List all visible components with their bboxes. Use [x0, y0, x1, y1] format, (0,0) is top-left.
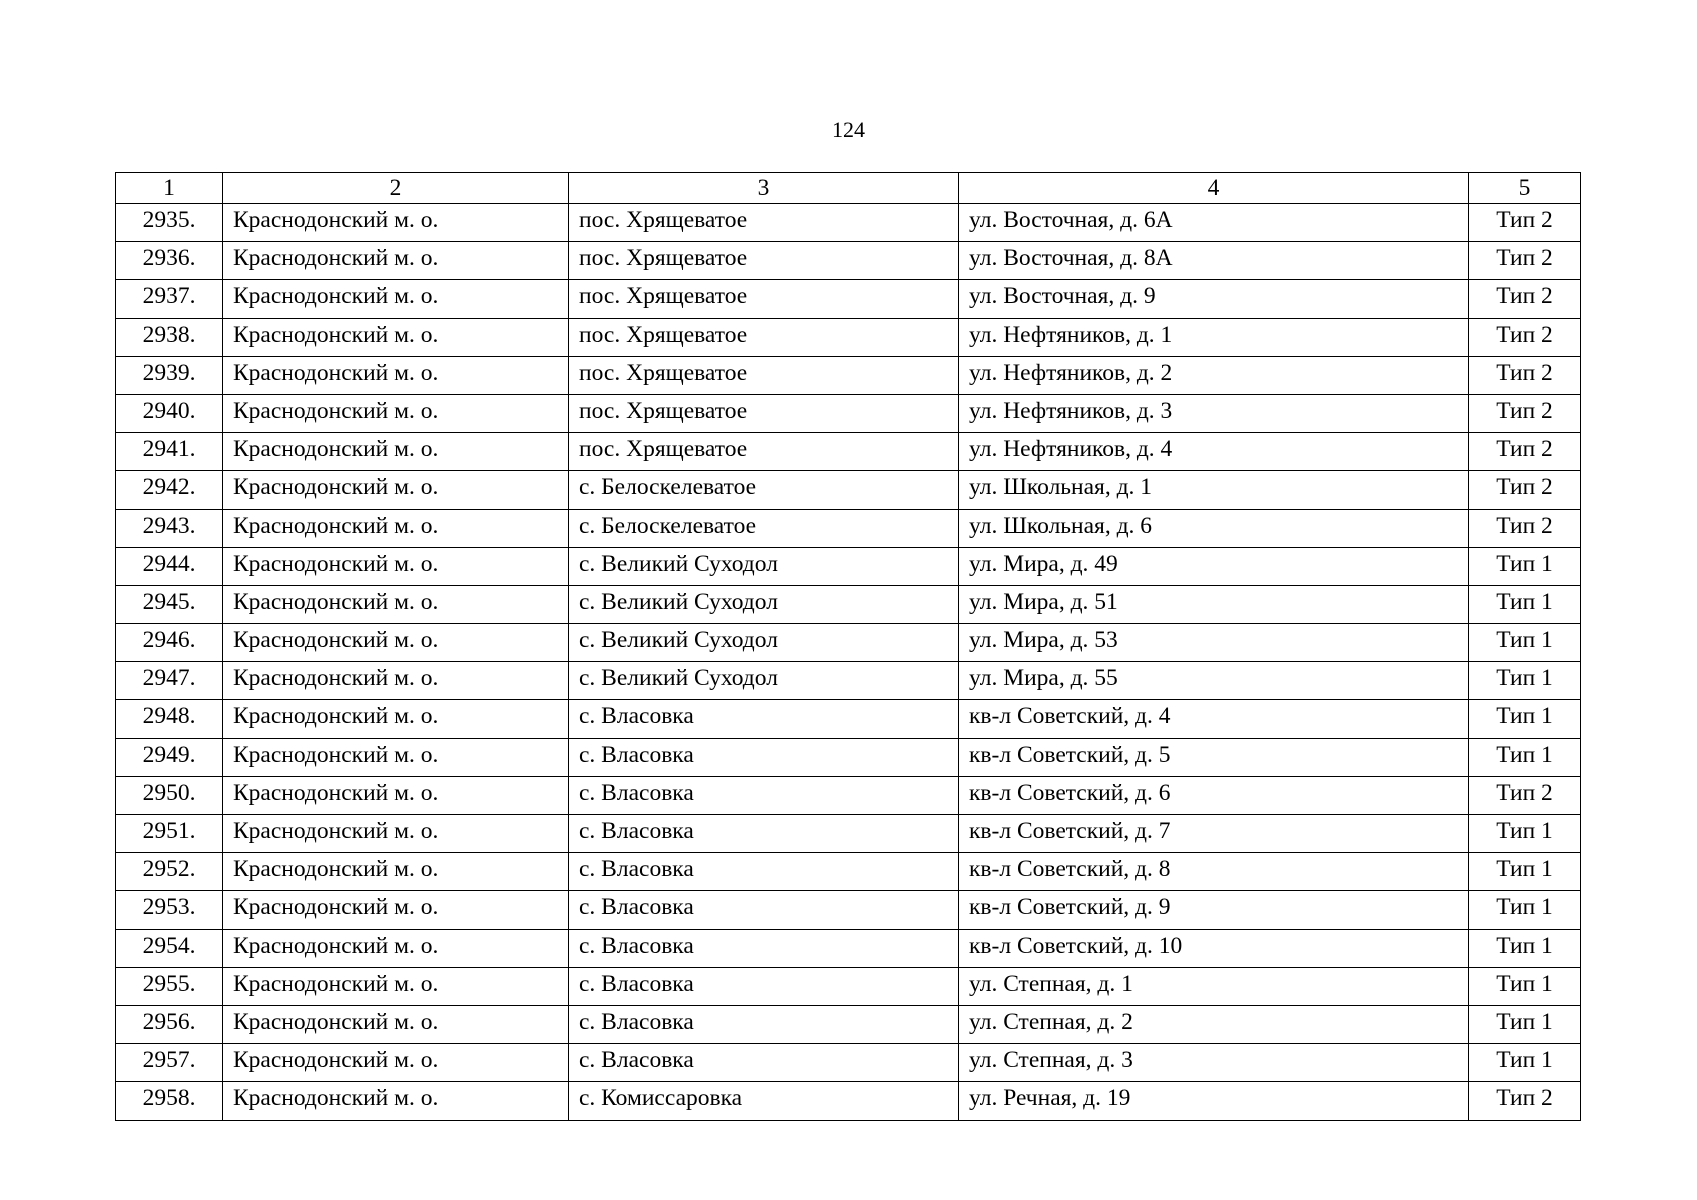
locality-cell: с. Власовка: [569, 929, 959, 967]
row-number-cell: 2938.: [116, 318, 223, 356]
type-cell: Тип 1: [1469, 624, 1581, 662]
locality-cell: пос. Хрящеватое: [569, 204, 959, 242]
type-cell: Тип 2: [1469, 242, 1581, 280]
district-cell: Краснодонский м. о.: [223, 662, 569, 700]
type-cell: Тип 1: [1469, 1005, 1581, 1043]
district-cell: Краснодонский м. о.: [223, 1082, 569, 1120]
type-cell: Тип 1: [1469, 700, 1581, 738]
district-cell: Краснодонский м. о.: [223, 394, 569, 432]
locality-cell: с. Комиссаровка: [569, 1082, 959, 1120]
address-cell: ул. Школьная, д. 1: [959, 471, 1469, 509]
address-cell: ул. Восточная, д. 6А: [959, 204, 1469, 242]
column-header-1: 1: [116, 173, 223, 204]
row-number-cell: 2953.: [116, 891, 223, 929]
address-cell: ул. Степная, д. 2: [959, 1005, 1469, 1043]
district-cell: Краснодонский м. о.: [223, 509, 569, 547]
row-number-cell: 2951.: [116, 815, 223, 853]
table-row: [116, 585, 1581, 623]
district-cell: Краснодонский м. о.: [223, 280, 569, 318]
district-cell: Краснодонский м. о.: [223, 1044, 569, 1082]
table-row: [116, 242, 1581, 280]
row-number-cell: 2940.: [116, 394, 223, 432]
address-cell: ул. Мира, д. 53: [959, 624, 1469, 662]
address-cell: ул. Школьная, д. 6: [959, 509, 1469, 547]
table-row: [116, 394, 1581, 432]
address-cell: ул. Восточная, д. 9: [959, 280, 1469, 318]
row-number-cell: 2947.: [116, 662, 223, 700]
type-cell: Тип 1: [1469, 662, 1581, 700]
document-table: [115, 172, 1581, 1121]
address-cell: кв-л Советский, д. 9: [959, 891, 1469, 929]
locality-cell: пос. Хрящеватое: [569, 318, 959, 356]
type-cell: Тип 1: [1469, 738, 1581, 776]
locality-cell: пос. Хрящеватое: [569, 242, 959, 280]
table-row: [116, 738, 1581, 776]
locality-cell: с. Власовка: [569, 1005, 959, 1043]
type-cell: Тип 1: [1469, 853, 1581, 891]
table-row: [116, 891, 1581, 929]
row-number-cell: 2952.: [116, 853, 223, 891]
row-number-cell: 2954.: [116, 929, 223, 967]
table-row: [116, 929, 1581, 967]
locality-cell: с. Белоскелеватое: [569, 509, 959, 547]
district-cell: Краснодонский м. о.: [223, 967, 569, 1005]
district-cell: Краснодонский м. о.: [223, 929, 569, 967]
district-cell: Краснодонский м. о.: [223, 700, 569, 738]
row-number-cell: 2945.: [116, 585, 223, 623]
header-row: [116, 173, 1581, 204]
district-cell: Краснодонский м. о.: [223, 356, 569, 394]
district-cell: Краснодонский м. о.: [223, 1005, 569, 1043]
locality-cell: пос. Хрящеватое: [569, 356, 959, 394]
address-cell: ул. Степная, д. 3: [959, 1044, 1469, 1082]
row-number-cell: 2957.: [116, 1044, 223, 1082]
row-number-cell: 2936.: [116, 242, 223, 280]
table-body: [116, 204, 1581, 1121]
district-cell: Краснодонский м. о.: [223, 204, 569, 242]
locality-cell: с. Власовка: [569, 891, 959, 929]
table-row: [116, 776, 1581, 814]
table-row: [116, 509, 1581, 547]
address-cell: ул. Мира, д. 55: [959, 662, 1469, 700]
type-cell: Тип 1: [1469, 929, 1581, 967]
table-row: [116, 356, 1581, 394]
locality-cell: с. Белоскелеватое: [569, 471, 959, 509]
locality-cell: с. Великий Суходол: [569, 547, 959, 585]
table-row: [116, 967, 1581, 1005]
address-cell: ул. Нефтяников, д. 1: [959, 318, 1469, 356]
locality-cell: пос. Хрящеватое: [569, 433, 959, 471]
district-cell: Краснодонский м. о.: [223, 585, 569, 623]
district-cell: Краснодонский м. о.: [223, 853, 569, 891]
table-row: [116, 700, 1581, 738]
type-cell: Тип 2: [1469, 356, 1581, 394]
address-cell: кв-л Советский, д. 5: [959, 738, 1469, 776]
locality-cell: пос. Хрящеватое: [569, 394, 959, 432]
row-number-cell: 2942.: [116, 471, 223, 509]
row-number-cell: 2937.: [116, 280, 223, 318]
row-number-cell: 2935.: [116, 204, 223, 242]
address-cell: ул. Нефтяников, д. 4: [959, 433, 1469, 471]
type-cell: Тип 2: [1469, 280, 1581, 318]
type-cell: Тип 2: [1469, 776, 1581, 814]
district-cell: Краснодонский м. о.: [223, 776, 569, 814]
row-number-cell: 2955.: [116, 967, 223, 1005]
type-cell: Тип 1: [1469, 1044, 1581, 1082]
table-row: [116, 280, 1581, 318]
locality-cell: с. Власовка: [569, 738, 959, 776]
row-number-cell: 2939.: [116, 356, 223, 394]
type-cell: Тип 2: [1469, 433, 1581, 471]
locality-cell: с. Власовка: [569, 700, 959, 738]
type-cell: Тип 1: [1469, 891, 1581, 929]
row-number-cell: 2950.: [116, 776, 223, 814]
district-cell: Краснодонский м. о.: [223, 624, 569, 662]
table-row: [116, 624, 1581, 662]
table-row: [116, 662, 1581, 700]
type-cell: Тип 2: [1469, 204, 1581, 242]
address-cell: кв-л Советский, д. 7: [959, 815, 1469, 853]
address-cell: ул. Нефтяников, д. 3: [959, 394, 1469, 432]
row-number-cell: 2956.: [116, 1005, 223, 1043]
district-cell: Краснодонский м. о.: [223, 471, 569, 509]
address-cell: ул. Степная, д. 1: [959, 967, 1469, 1005]
address-cell: кв-л Советский, д. 6: [959, 776, 1469, 814]
address-cell: ул. Нефтяников, д. 2: [959, 356, 1469, 394]
row-number-cell: 2949.: [116, 738, 223, 776]
table-row: [116, 1005, 1581, 1043]
locality-cell: с. Великий Суходол: [569, 585, 959, 623]
column-header-3: 3: [569, 173, 959, 204]
district-cell: Краснодонский м. о.: [223, 547, 569, 585]
column-header-2: 2: [223, 173, 569, 204]
address-cell: кв-л Советский, д. 4: [959, 700, 1469, 738]
locality-cell: с. Великий Суходол: [569, 624, 959, 662]
locality-cell: с. Власовка: [569, 1044, 959, 1082]
locality-cell: с. Великий Суходол: [569, 662, 959, 700]
type-cell: Тип 2: [1469, 394, 1581, 432]
column-header-4: 4: [959, 173, 1469, 204]
district-cell: Краснодонский м. о.: [223, 242, 569, 280]
table-header: [116, 173, 1581, 204]
table-row: [116, 471, 1581, 509]
locality-cell: пос. Хрящеватое: [569, 280, 959, 318]
address-cell: ул. Мира, д. 51: [959, 585, 1469, 623]
row-number-cell: 2946.: [116, 624, 223, 662]
locality-cell: с. Власовка: [569, 815, 959, 853]
type-cell: Тип 1: [1469, 815, 1581, 853]
district-cell: Краснодонский м. о.: [223, 433, 569, 471]
type-cell: Тип 1: [1469, 585, 1581, 623]
type-cell: Тип 2: [1469, 471, 1581, 509]
table-row: [116, 547, 1581, 585]
row-number-cell: 2958.: [116, 1082, 223, 1120]
row-number-cell: 2941.: [116, 433, 223, 471]
locality-cell: с. Власовка: [569, 967, 959, 1005]
address-cell: кв-л Советский, д. 8: [959, 853, 1469, 891]
table-row: [116, 433, 1581, 471]
row-number-cell: 2948.: [116, 700, 223, 738]
district-cell: Краснодонский м. о.: [223, 815, 569, 853]
type-cell: Тип 1: [1469, 967, 1581, 1005]
address-cell: ул. Мира, д. 49: [959, 547, 1469, 585]
locality-cell: с. Власовка: [569, 776, 959, 814]
table-row: [116, 1044, 1581, 1082]
address-cell: кв-л Советский, д. 10: [959, 929, 1469, 967]
district-cell: Краснодонский м. о.: [223, 318, 569, 356]
table-row: [116, 853, 1581, 891]
type-cell: Тип 2: [1469, 318, 1581, 356]
type-cell: Тип 2: [1469, 1082, 1581, 1120]
table-row: [116, 1082, 1581, 1120]
table-row: [116, 204, 1581, 242]
district-cell: Краснодонский м. о.: [223, 738, 569, 776]
address-cell: ул. Восточная, д. 8А: [959, 242, 1469, 280]
row-number-cell: 2944.: [116, 547, 223, 585]
type-cell: Тип 2: [1469, 509, 1581, 547]
column-header-5: 5: [1469, 173, 1581, 204]
row-number-cell: 2943.: [116, 509, 223, 547]
page-number: 124: [832, 117, 865, 142]
table-row: [116, 318, 1581, 356]
locality-cell: с. Власовка: [569, 853, 959, 891]
address-cell: ул. Речная, д. 19: [959, 1082, 1469, 1120]
district-cell: Краснодонский м. о.: [223, 891, 569, 929]
type-cell: Тип 1: [1469, 547, 1581, 585]
table-row: [116, 815, 1581, 853]
